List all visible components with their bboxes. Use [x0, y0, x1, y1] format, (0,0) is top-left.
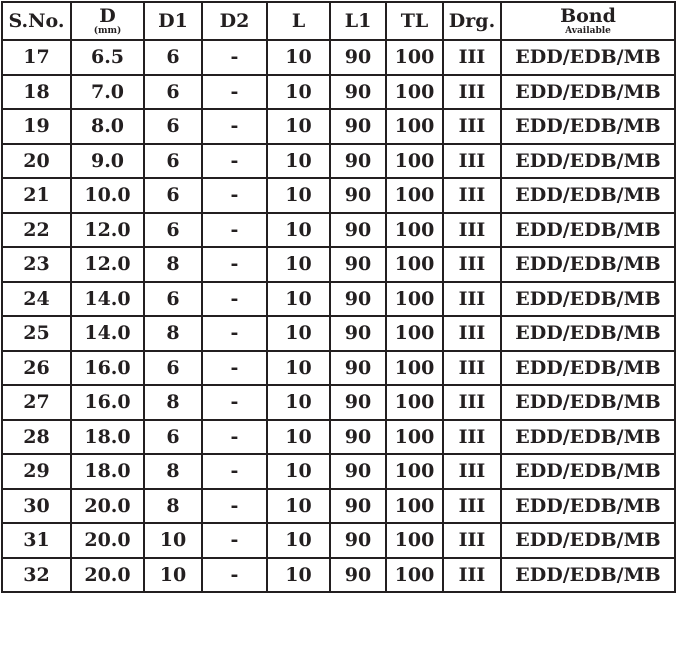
- cell-tl: 100: [386, 523, 443, 558]
- cell-diameter: 6.5: [71, 40, 144, 75]
- column-header-label: L: [291, 9, 306, 32]
- cell-l1: 90: [330, 40, 386, 75]
- cell-l: 10: [267, 144, 330, 179]
- cell-tl: 100: [386, 282, 443, 317]
- cell-l: 10: [267, 385, 330, 420]
- cell-drg: III: [443, 523, 501, 558]
- column-header-label: D: [99, 4, 116, 27]
- cell-d1: 8: [144, 489, 202, 524]
- column-header-drg: [443, 2, 501, 40]
- cell-sno: 17: [2, 40, 71, 75]
- cell-bond: EDD/EDB/MB: [501, 144, 675, 179]
- table-row: [2, 351, 675, 386]
- column-header-label: D2: [219, 9, 250, 32]
- cell-diameter: 16.0: [71, 351, 144, 386]
- cell-sno: 28: [2, 420, 71, 455]
- table-row: [2, 454, 675, 489]
- cell-bond: EDD/EDB/MB: [501, 247, 675, 282]
- column-header-label: S.No.: [8, 9, 65, 32]
- cell-tl: 100: [386, 385, 443, 420]
- cell-d2: -: [202, 523, 267, 558]
- cell-d2: -: [202, 558, 267, 593]
- cell-d2: -: [202, 420, 267, 455]
- cell-d1: 6: [144, 213, 202, 248]
- table-row: [2, 178, 675, 213]
- cell-l: 10: [267, 213, 330, 248]
- column-header-l1: [330, 2, 386, 40]
- table-row: [2, 109, 675, 144]
- cell-l1: 90: [330, 247, 386, 282]
- cell-l1: 90: [330, 351, 386, 386]
- cell-tl: 100: [386, 144, 443, 179]
- cell-sno: 30: [2, 489, 71, 524]
- cell-l1: 90: [330, 316, 386, 351]
- cell-sno: 20: [2, 144, 71, 179]
- table-row: [2, 523, 675, 558]
- cell-diameter: 10.0: [71, 178, 144, 213]
- cell-diameter: 7.0: [71, 75, 144, 110]
- cell-drg: III: [443, 109, 501, 144]
- cell-drg: III: [443, 420, 501, 455]
- cell-bond: EDD/EDB/MB: [501, 523, 675, 558]
- table-body: [2, 40, 675, 592]
- table-row: [2, 385, 675, 420]
- cell-bond: EDD/EDB/MB: [501, 109, 675, 144]
- cell-sno: 24: [2, 282, 71, 317]
- cell-bond: EDD/EDB/MB: [501, 385, 675, 420]
- cell-tl: 100: [386, 40, 443, 75]
- cell-l1: 90: [330, 420, 386, 455]
- cell-diameter: 12.0: [71, 213, 144, 248]
- cell-l: 10: [267, 247, 330, 282]
- cell-sno: 18: [2, 75, 71, 110]
- cell-diameter: 20.0: [71, 489, 144, 524]
- cell-d1: 8: [144, 454, 202, 489]
- column-header-bond: [501, 2, 675, 40]
- cell-d2: -: [202, 351, 267, 386]
- spec-table: [1, 1, 676, 593]
- cell-l1: 90: [330, 489, 386, 524]
- cell-l1: 90: [330, 109, 386, 144]
- cell-drg: III: [443, 75, 501, 110]
- cell-d1: 6: [144, 144, 202, 179]
- cell-bond: EDD/EDB/MB: [501, 282, 675, 317]
- cell-l1: 90: [330, 213, 386, 248]
- table-row: [2, 420, 675, 455]
- cell-bond: EDD/EDB/MB: [501, 213, 675, 248]
- cell-d2: -: [202, 247, 267, 282]
- cell-tl: 100: [386, 247, 443, 282]
- cell-drg: III: [443, 40, 501, 75]
- cell-bond: EDD/EDB/MB: [501, 558, 675, 593]
- cell-sno: 31: [2, 523, 71, 558]
- cell-l1: 90: [330, 75, 386, 110]
- column-header-d2: [202, 2, 267, 40]
- cell-bond: EDD/EDB/MB: [501, 420, 675, 455]
- cell-l: 10: [267, 40, 330, 75]
- cell-d1: 6: [144, 420, 202, 455]
- cell-bond: EDD/EDB/MB: [501, 75, 675, 110]
- cell-diameter: 20.0: [71, 523, 144, 558]
- table-row: [2, 213, 675, 248]
- column-header-l: [267, 2, 330, 40]
- cell-d1: 6: [144, 109, 202, 144]
- table-row: [2, 489, 675, 524]
- table-row: [2, 40, 675, 75]
- cell-d2: -: [202, 385, 267, 420]
- column-header-d1: [144, 2, 202, 40]
- cell-drg: III: [443, 316, 501, 351]
- cell-drg: III: [443, 144, 501, 179]
- cell-diameter: 20.0: [71, 558, 144, 593]
- cell-drg: III: [443, 489, 501, 524]
- table-row: [2, 558, 675, 593]
- cell-d1: 6: [144, 40, 202, 75]
- cell-sno: 26: [2, 351, 71, 386]
- cell-l: 10: [267, 523, 330, 558]
- cell-drg: III: [443, 454, 501, 489]
- cell-l: 10: [267, 351, 330, 386]
- cell-drg: III: [443, 385, 501, 420]
- cell-diameter: 12.0: [71, 247, 144, 282]
- spec-table-container: [1, 1, 676, 593]
- cell-sno: 23: [2, 247, 71, 282]
- cell-bond: EDD/EDB/MB: [501, 316, 675, 351]
- cell-sno: 25: [2, 316, 71, 351]
- cell-drg: III: [443, 247, 501, 282]
- cell-tl: 100: [386, 489, 443, 524]
- cell-d1: 8: [144, 247, 202, 282]
- table-row: [2, 247, 675, 282]
- cell-d1: 6: [144, 178, 202, 213]
- cell-l: 10: [267, 489, 330, 524]
- column-header-sublabel: Available: [565, 25, 611, 36]
- cell-drg: III: [443, 558, 501, 593]
- cell-tl: 100: [386, 454, 443, 489]
- cell-tl: 100: [386, 351, 443, 386]
- cell-bond: EDD/EDB/MB: [501, 454, 675, 489]
- cell-tl: 100: [386, 109, 443, 144]
- column-header-sno: [2, 2, 71, 40]
- cell-sno: 22: [2, 213, 71, 248]
- cell-l: 10: [267, 282, 330, 317]
- cell-drg: III: [443, 282, 501, 317]
- column-header-label: D1: [158, 9, 188, 32]
- cell-d2: -: [202, 489, 267, 524]
- cell-diameter: 9.0: [71, 144, 144, 179]
- cell-d1: 10: [144, 523, 202, 558]
- cell-l1: 90: [330, 178, 386, 213]
- cell-drg: III: [443, 178, 501, 213]
- cell-drg: III: [443, 351, 501, 386]
- table-row: [2, 75, 675, 110]
- cell-tl: 100: [386, 316, 443, 351]
- cell-l: 10: [267, 558, 330, 593]
- cell-sno: 32: [2, 558, 71, 593]
- cell-l1: 90: [330, 454, 386, 489]
- cell-tl: 100: [386, 420, 443, 455]
- cell-diameter: 14.0: [71, 282, 144, 317]
- cell-d2: -: [202, 75, 267, 110]
- cell-d1: 10: [144, 558, 202, 593]
- cell-d2: -: [202, 178, 267, 213]
- cell-diameter: 8.0: [71, 109, 144, 144]
- cell-d1: 8: [144, 385, 202, 420]
- cell-sno: 21: [2, 178, 71, 213]
- cell-sno: 19: [2, 109, 71, 144]
- cell-l: 10: [267, 178, 330, 213]
- cell-l1: 90: [330, 523, 386, 558]
- cell-bond: EDD/EDB/MB: [501, 489, 675, 524]
- cell-l1: 90: [330, 385, 386, 420]
- cell-l1: 90: [330, 282, 386, 317]
- cell-d1: 6: [144, 351, 202, 386]
- column-header-tl: [386, 2, 443, 40]
- table-row: [2, 316, 675, 351]
- column-header-label: Bond: [560, 4, 616, 27]
- cell-sno: 27: [2, 385, 71, 420]
- cell-tl: 100: [386, 558, 443, 593]
- cell-l1: 90: [330, 558, 386, 593]
- column-header-diameter: [71, 2, 144, 40]
- cell-d2: -: [202, 144, 267, 179]
- cell-tl: 100: [386, 178, 443, 213]
- cell-d1: 8: [144, 316, 202, 351]
- cell-l: 10: [267, 75, 330, 110]
- table-row: [2, 144, 675, 179]
- table-row: [2, 282, 675, 317]
- cell-drg: III: [443, 213, 501, 248]
- cell-l: 10: [267, 454, 330, 489]
- column-header-label: L1: [344, 9, 372, 32]
- cell-tl: 100: [386, 213, 443, 248]
- cell-diameter: 16.0: [71, 385, 144, 420]
- cell-d1: 6: [144, 282, 202, 317]
- cell-d2: -: [202, 109, 267, 144]
- column-header-label: TL: [400, 9, 429, 32]
- header-row: [2, 2, 675, 40]
- cell-bond: EDD/EDB/MB: [501, 178, 675, 213]
- cell-diameter: 18.0: [71, 454, 144, 489]
- cell-diameter: 14.0: [71, 316, 144, 351]
- cell-d2: -: [202, 282, 267, 317]
- cell-l: 10: [267, 109, 330, 144]
- cell-l1: 90: [330, 144, 386, 179]
- cell-diameter: 18.0: [71, 420, 144, 455]
- cell-l: 10: [267, 420, 330, 455]
- cell-tl: 100: [386, 75, 443, 110]
- cell-bond: EDD/EDB/MB: [501, 40, 675, 75]
- cell-d2: -: [202, 213, 267, 248]
- column-header-label: Drg.: [448, 9, 496, 32]
- cell-sno: 29: [2, 454, 71, 489]
- cell-d2: -: [202, 40, 267, 75]
- cell-l: 10: [267, 316, 330, 351]
- cell-d2: -: [202, 316, 267, 351]
- cell-d2: -: [202, 454, 267, 489]
- column-header-sublabel: (mm): [93, 25, 122, 36]
- cell-bond: EDD/EDB/MB: [501, 351, 675, 386]
- cell-d1: 6: [144, 75, 202, 110]
